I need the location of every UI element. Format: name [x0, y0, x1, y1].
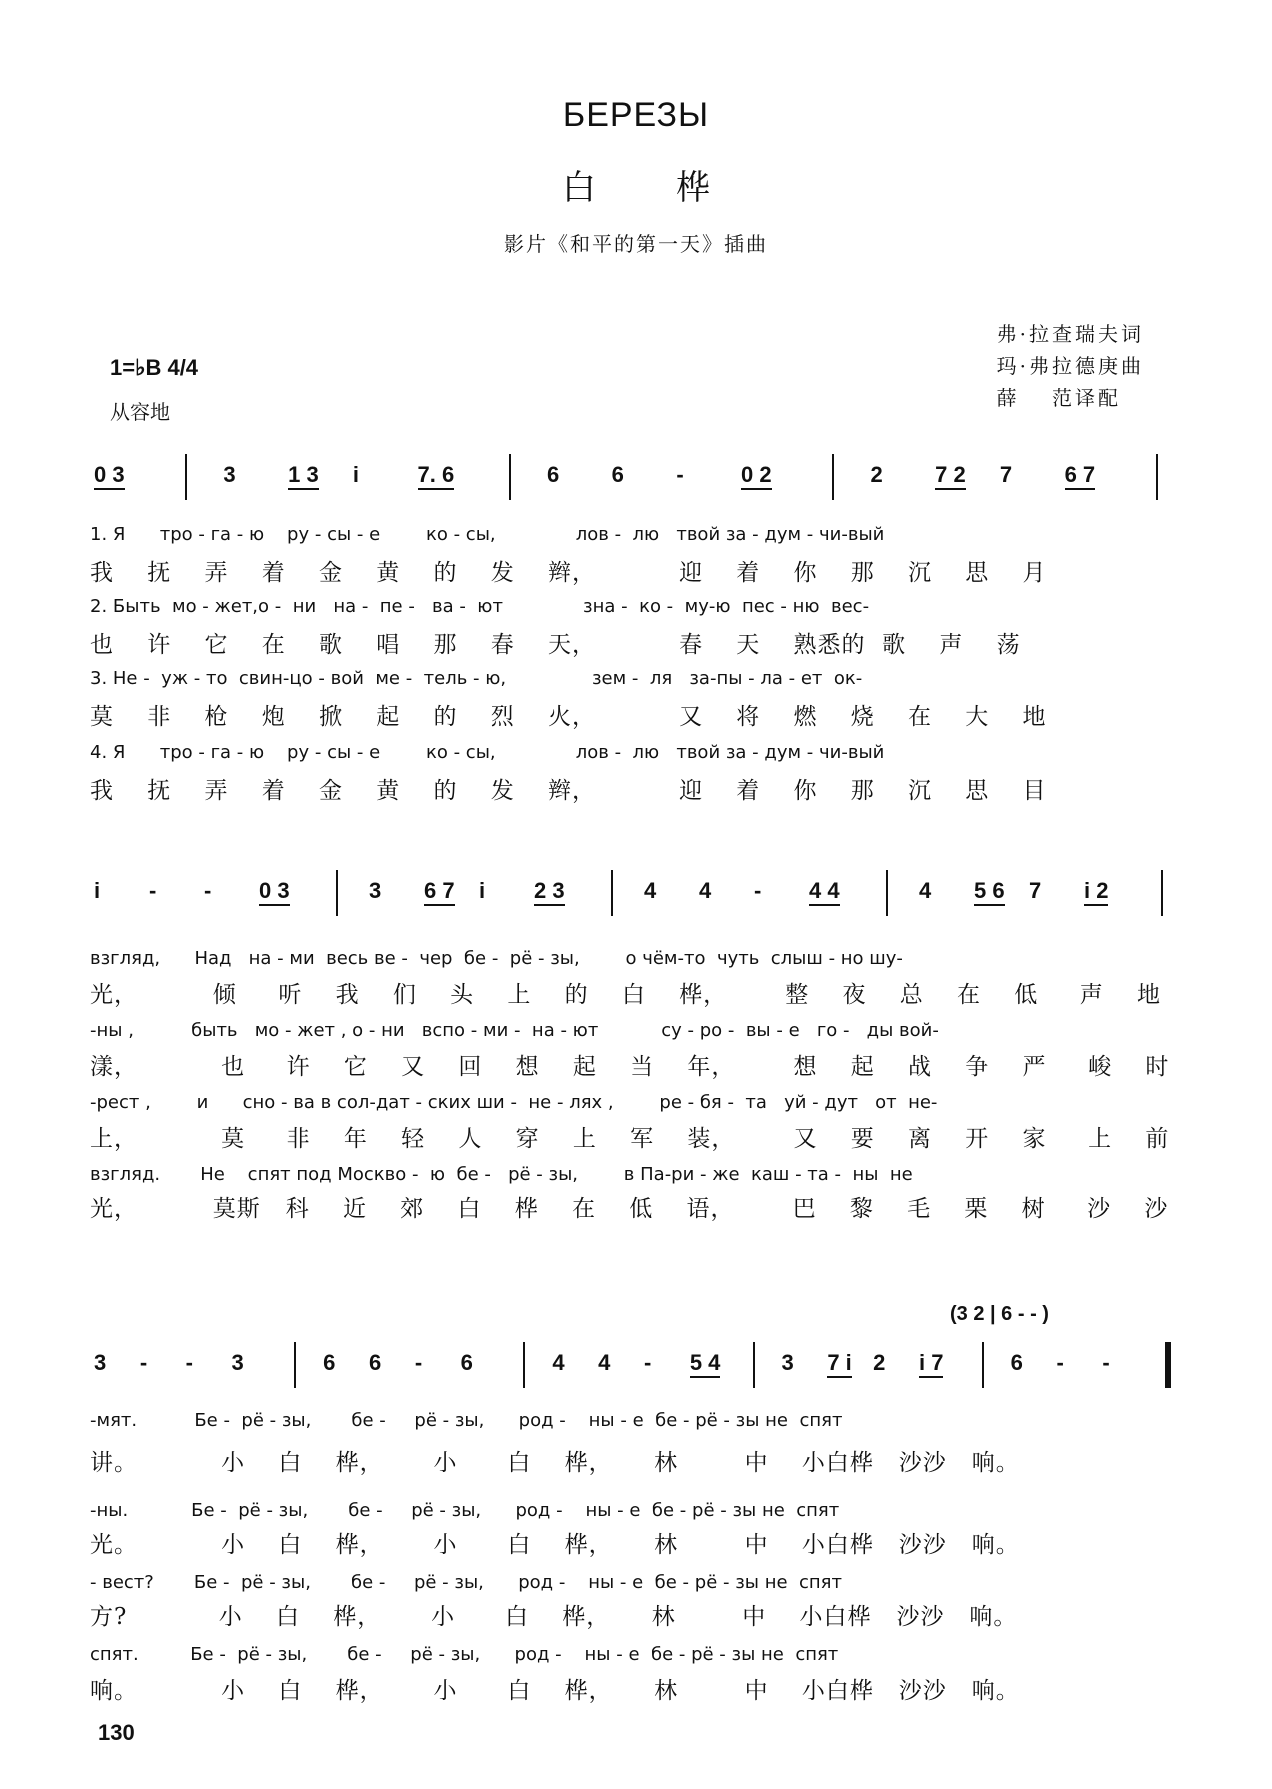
- lyric-line-zh: 我 抚 弄 着 金 黄 的 发 辫， 迎 着 你 那 沉 思 月: [90, 560, 1047, 586]
- note: 6: [546, 462, 560, 487]
- note: 6 7: [424, 878, 455, 906]
- barline: [1161, 870, 1163, 916]
- barline: [509, 454, 511, 500]
- note: 5 4: [690, 1350, 721, 1378]
- lyric-line-zh: 方? 小 白 桦， 小 白 桦， 林 中 小白桦 沙沙 响。: [90, 1604, 1018, 1630]
- lyric-line-ru: 1. Я тро - га - ю ру - сы - е ко - сы, лов - лю твой за - дум - чи-вый: [90, 524, 885, 545]
- note: 6: [323, 1350, 336, 1375]
- notation-line: [90, 1340, 1190, 1392]
- lyric-line-zh: 光， 倾 听 我 们 头 上 的 白 桦， 整 夜 总 在 低 声 地: [90, 982, 1162, 1008]
- note: 3: [223, 462, 236, 487]
- note: -: [1102, 1350, 1110, 1375]
- barline: [1156, 454, 1158, 500]
- lyric-line-ru: -ны. Бе - рё - зы, бе - рё - зы, род - ны - е бе - рё - зы не спят: [90, 1500, 840, 1521]
- title-chinese: 白桦: [562, 168, 790, 208]
- lyric-line-ru: взгляд. Не спят под Москво - ю бе - рё - зы, в Па-ри - же каш - та - ны не: [90, 1164, 913, 1185]
- lyric-line-zh: 光， 莫斯 科 近 郊 白 桦 在 低 语， 巴 黎 毛 栗 树 沙 沙: [90, 1196, 1169, 1222]
- barline: [185, 454, 187, 500]
- note: -: [1056, 1350, 1064, 1375]
- lyric-line-ru: 4. Я тро - га - ю ру - сы - е ко - сы, лов - лю твой за - дум - чи-вый: [90, 742, 885, 763]
- lyric-line-ru: 3. Не - уж - то свин-цо - вой ме - тель - ю, зем - ля за-пы - ла - ет ок-: [90, 668, 863, 689]
- note: 3: [94, 1350, 107, 1375]
- note: 2: [870, 462, 883, 487]
- lyric-line-zh: 光。 小 白 桦， 小 白 桦， 林 中 小白桦 沙沙 响。: [90, 1532, 1020, 1558]
- title-russian: БЕРЕЗЫ: [562, 96, 710, 134]
- note: i 7: [919, 1350, 943, 1378]
- note: 6: [1010, 1350, 1023, 1375]
- lyric-line-ru: -ны , быть мо - жет , о - ни вспо - ми - на - ют су - ро - вы - е го - ды вой-: [90, 1020, 939, 1041]
- note: -: [754, 878, 762, 903]
- note: 5 6: [974, 878, 1005, 906]
- note: 6: [611, 462, 624, 487]
- note: 1 3: [288, 462, 319, 490]
- note: 7. 6: [418, 462, 455, 490]
- lyric-line-zh: 也 许 它 在 歌 唱 那 春 天， 春 天 熟悉的 歌 声 荡: [90, 632, 1021, 658]
- barline: [294, 1342, 296, 1388]
- note: 7: [999, 462, 1013, 487]
- credit-translator: 薛 范译配: [996, 386, 1121, 410]
- lyric-line-ru: спят. Бе - рё - зы, бе - рё - зы, род - ны - е бе - рё - зы не спят: [90, 1644, 839, 1665]
- note: -: [204, 878, 212, 903]
- lyric-line-zh: 响。 小 白 桦， 小 白 桦， 林 中 小白桦 沙沙 响。: [90, 1678, 1020, 1704]
- page-number: 130: [98, 1720, 135, 1745]
- note: -: [414, 1350, 423, 1375]
- barline: [611, 870, 613, 916]
- note: 3: [231, 1350, 244, 1375]
- barline: [753, 1342, 755, 1388]
- note: 6: [369, 1350, 382, 1375]
- note: 6: [460, 1350, 473, 1375]
- tempo-marking: 从容地: [110, 400, 170, 424]
- lyric-line-zh: 讲。 小 白 桦， 小 白 桦， 林 中 小白桦 沙沙 响。: [90, 1450, 1020, 1476]
- note: -: [676, 462, 684, 487]
- note: i: [352, 462, 359, 487]
- notation-line: [90, 868, 1190, 920]
- credit-composer: 玛·弗拉德庚曲: [996, 354, 1144, 378]
- barline: [523, 1342, 525, 1388]
- barline: [886, 870, 888, 916]
- note: i 2: [1084, 878, 1108, 906]
- subtitle: 影片《和平的第一天》插曲: [504, 232, 768, 256]
- lyric-line-zh: 莫 非 枪 炮 掀 起 的 烈 火， 又 将 燃 烧 在 大 地: [90, 704, 1047, 730]
- barline: [336, 870, 338, 916]
- note: 0 2: [741, 462, 772, 490]
- barline: [832, 454, 834, 500]
- lyric-line-ru: -мят. Бе - рё - зы, бе - рё - зы, род - ны - е бе - рё - зы не спят: [90, 1410, 843, 1431]
- note: 7 2: [935, 462, 966, 490]
- note: 3: [369, 878, 382, 903]
- note: 4: [699, 878, 712, 903]
- note: -: [644, 1350, 652, 1375]
- note: 2 3: [534, 878, 565, 906]
- note: 4 4: [809, 878, 840, 906]
- note: 6 7: [1065, 462, 1096, 490]
- note: -: [139, 1350, 148, 1375]
- note: -: [149, 878, 157, 903]
- note: 7 i: [827, 1350, 851, 1378]
- note: i: [479, 878, 486, 903]
- note: 2: [873, 1350, 886, 1375]
- lyric-line-ru: взгляд, Над на - ми весь ве - чер бе - рё - зы, о чём-то чуть слыш - но шу-: [90, 948, 903, 969]
- key-signature: 1=♭B 4/4: [110, 355, 199, 380]
- instrumental-intro: (3 2 | 6 - - ): [950, 1303, 1049, 1325]
- lyric-line-ru: 2. Быть мо - жет,о - ни на - пе - ва - ют зна - ко - му-ю пес - ню вес-: [90, 596, 870, 617]
- note: 0 3: [94, 462, 125, 490]
- note: 4: [552, 1350, 565, 1375]
- lyric-line-zh: 漾， 也 许 它 又 回 想 起 当 年， 想 起 战 争 严 峻 时: [90, 1054, 1170, 1080]
- lyric-line-zh: 上， 莫 非 年 轻 人 穿 上 军 装， 又 要 离 开 家 上 前: [90, 1126, 1170, 1152]
- barline: [982, 1342, 984, 1388]
- credits: [997, 318, 1144, 414]
- notation-line: [90, 452, 1190, 504]
- note: i: [94, 878, 101, 903]
- note: 3: [781, 1350, 794, 1375]
- note: 4: [644, 878, 657, 903]
- final-barline: [1165, 1342, 1171, 1388]
- note: 4: [598, 1350, 611, 1375]
- lyric-line-ru: -рест , и сно - ва в сол-дат - ских ши - не - лях , ре - бя - та уй - дут от не-: [90, 1092, 938, 1113]
- lyric-line-ru: - вест? Бе - рё - зы, бе - рё - зы, род - ны - е бе - рё - зы не спят: [90, 1572, 842, 1593]
- note: -: [185, 1350, 193, 1375]
- credit-lyricist: 弗·拉查瑞夫词: [996, 322, 1144, 346]
- note: 4: [919, 878, 932, 903]
- lyric-line-zh: 我 抚 弄 着 金 黄 的 发 辫， 迎 着 你 那 沉 思 目: [90, 778, 1047, 804]
- note: 7: [1029, 878, 1042, 903]
- note: 0 3: [259, 878, 290, 906]
